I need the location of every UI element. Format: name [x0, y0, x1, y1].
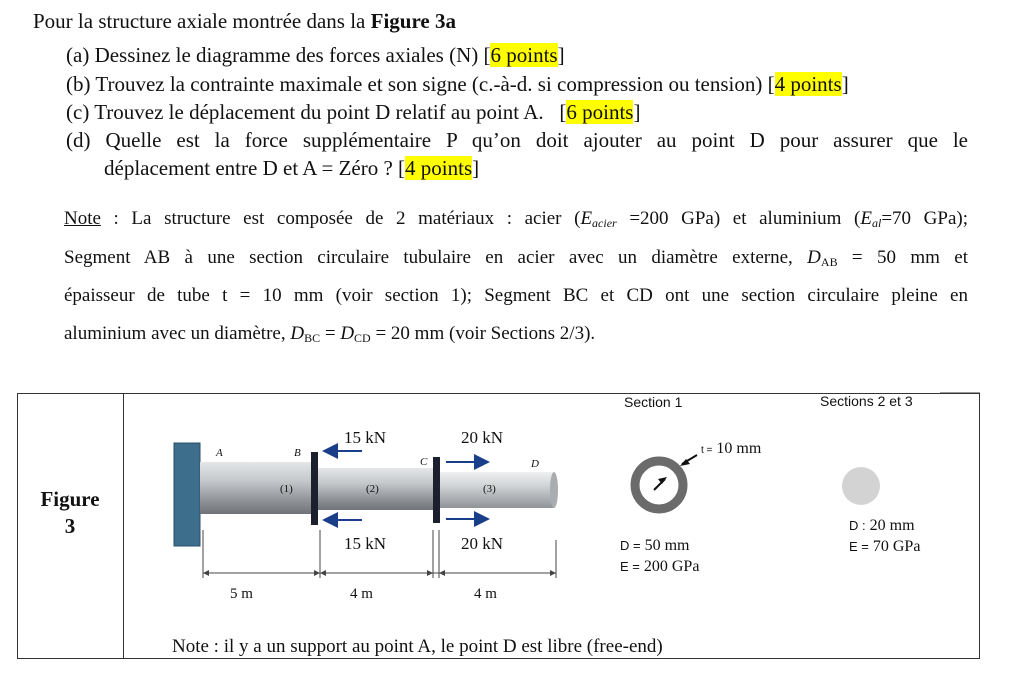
segment-1-label: (1) — [280, 483, 293, 495]
symbol: E — [580, 208, 593, 229]
question-text: Trouvez la contrainte maximale et son signe (c.-à-d. si compression ou tension) [ — [95, 72, 775, 96]
force-c-bottom-label: 20 kN — [461, 534, 504, 553]
note-text: =200 GPa) et aluminium ( — [616, 208, 861, 229]
rod-end-cap — [550, 472, 558, 508]
note-text: épaisseur de tube t = 10 mm (voir section 1); Segment BC et CD ont une section circulaire pleine en — [64, 285, 968, 306]
d-value: 20 mm — [869, 517, 915, 534]
section1-e — [620, 558, 699, 576]
bracket: ] — [557, 43, 565, 67]
section1-t — [701, 440, 761, 458]
subscript: acier — [592, 216, 617, 230]
note-text: : La structure est composée de 2 matériaux : acier ( — [100, 208, 581, 229]
figure-bottom-note: Note : il y a un support au point A, le point D est libre (free-end) — [172, 636, 663, 657]
question-label: (b) — [66, 72, 91, 96]
point-b-label: B — [294, 447, 301, 459]
question-label: (d) — [66, 128, 91, 152]
length-bc-label: 4 m — [350, 586, 373, 602]
question-text: Quelle est la force supplémentaire P qu’on doit ajouter au point D pour assurer que le — [105, 128, 968, 152]
subscript: AB — [820, 255, 838, 269]
subscript: BC — [304, 331, 321, 345]
title-prefix: Pour la structure axiale montrée dans la — [33, 9, 371, 33]
note-text: = 20 mm (voir Sections 2/3). — [370, 323, 596, 344]
points-badge: 4 points — [774, 72, 842, 96]
note-text: Segment AB à une section circulaire tubulaire en acier avec un diamètre externe, — [64, 247, 808, 268]
plate-c — [433, 457, 440, 523]
segment-ab — [200, 462, 314, 514]
symbol: D — [340, 323, 355, 344]
note-label: Note — [64, 208, 101, 229]
e-label: E = — [849, 539, 869, 554]
force-b-bottom-label: 15 kN — [344, 534, 387, 553]
symbol: E — [860, 208, 872, 229]
note-text: =70 GPa); — [881, 208, 968, 229]
length-ab-label: 5 m — [230, 586, 253, 602]
t-label: t = — [701, 445, 713, 456]
d-label: D : — [849, 518, 866, 533]
section23-disk — [842, 467, 880, 505]
question-text: déplacement entre D et A = Zéro ? [ — [104, 156, 406, 180]
subscript: CD — [354, 331, 371, 345]
bracket: ] — [633, 100, 641, 124]
subscript: al — [872, 216, 882, 230]
length-cd-label: 4 m — [474, 586, 497, 602]
title-figure-ref: Figure 3a — [370, 9, 456, 33]
plate-b — [311, 452, 318, 525]
symbol: D — [807, 247, 821, 268]
points-badge: 4 points — [405, 156, 473, 180]
question-label: (c) — [66, 100, 90, 124]
segment-2-label: (2) — [366, 483, 379, 495]
section1-d — [620, 537, 689, 555]
t-value: 10 mm — [716, 440, 762, 457]
question-label: (a) — [66, 43, 90, 67]
d-value: 50 mm — [644, 537, 690, 554]
d-label: D = — [620, 538, 641, 553]
point-c-label: C — [420, 456, 428, 468]
force-b-top-label: 15 kN — [344, 428, 387, 447]
wall-support — [174, 443, 200, 546]
figure-label-line2: 3 — [64, 514, 76, 538]
note-text: = 50 mm et — [837, 247, 968, 268]
points-badge: 6 points — [566, 100, 634, 124]
symbol: D — [290, 323, 305, 344]
figure-label-line1: Figure — [40, 487, 100, 511]
question-text: Trouvez le déplacement du point D relatif au point A. [ — [94, 100, 567, 124]
segment-3-label: (3) — [483, 483, 496, 495]
section23-title: Sections 2 et 3 — [820, 393, 913, 409]
point-d-label: D — [531, 458, 539, 470]
bracket: ] — [841, 72, 849, 96]
question-text: Dessinez le diagramme des forces axiales (N) [ — [94, 43, 491, 67]
bracket: ] — [472, 156, 480, 180]
e-value: 200 GPa — [643, 558, 700, 575]
e-value: 70 GPa — [872, 538, 921, 555]
e-label: E = — [620, 559, 640, 574]
points-badge: 6 points — [490, 43, 558, 67]
section1-title: Section 1 — [624, 394, 683, 410]
note-text: aluminium avec un diamètre, — [64, 323, 291, 344]
note-text: = — [320, 323, 341, 344]
point-a-label: A — [216, 447, 223, 459]
force-c-top-label: 20 kN — [461, 428, 504, 447]
section23-d — [849, 517, 915, 535]
section23-e — [849, 538, 920, 556]
